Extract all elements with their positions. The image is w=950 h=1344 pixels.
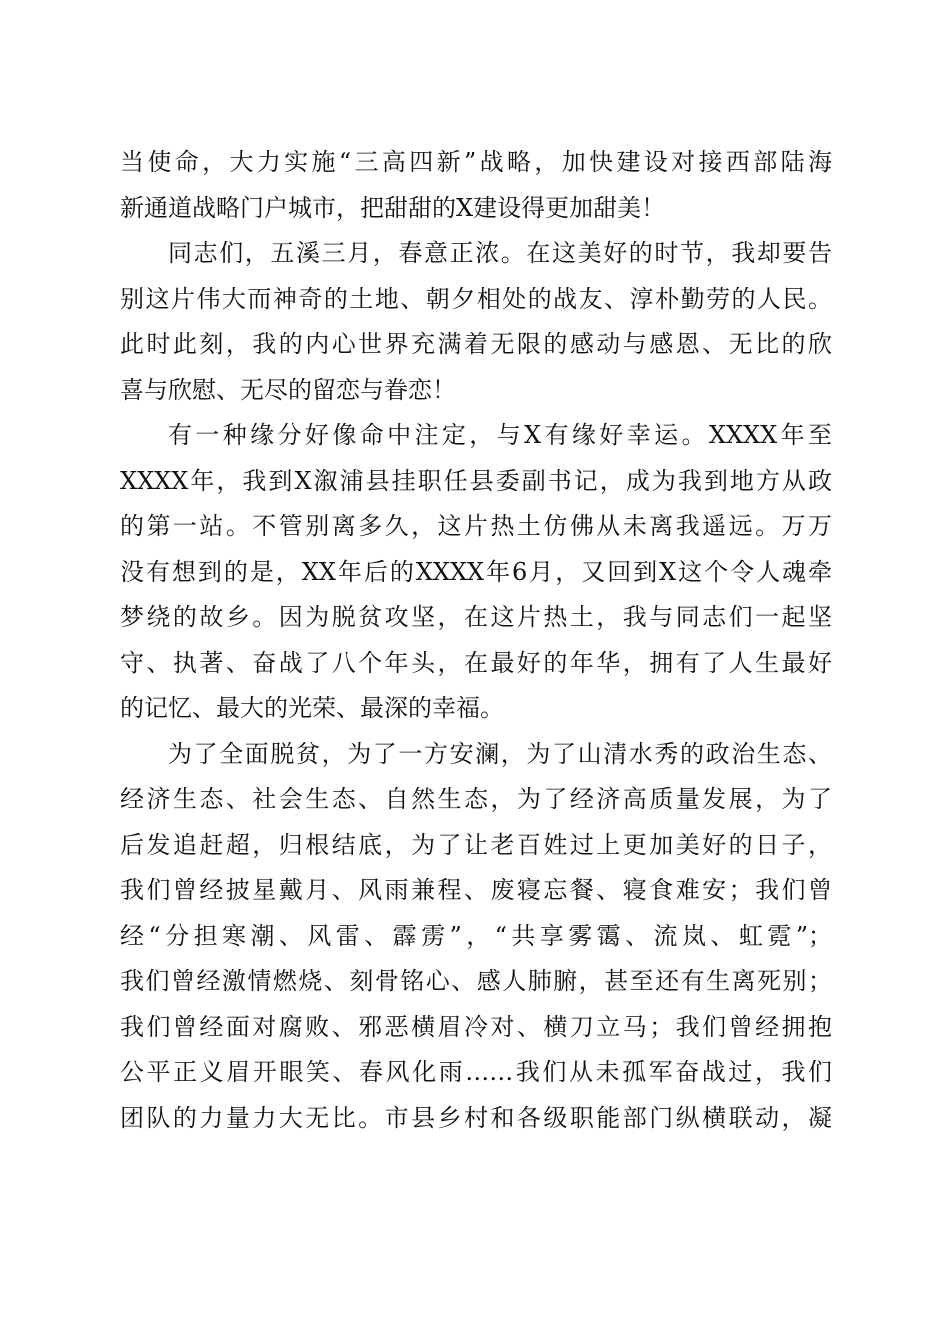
text-line: 别这片伟大而神奇的土地、朝夕相处的战友、淳朴勤劳的人民。 <box>120 284 832 313</box>
text-line: 经“分担寒潮、风雷、霹雳”，“共享雾霭、流岚、虹霓”； <box>120 921 832 950</box>
text-line: 后发追赶超，归根结底，为了让老百姓过上更加美好的日子， <box>120 830 832 859</box>
paragraph-first-line: 同志们，五溪三月，春意正浓。在这美好的时节，我却要告 <box>168 239 832 267</box>
text-line: 我们曾经激情燃烧、刻骨铭心、感人肺腑，甚至还有生离死别； <box>120 967 832 995</box>
paragraph-first-line: 为了全面脱贫，为了一方安澜，为了山清水秀的政治生态、 <box>168 739 832 768</box>
text-line: 此时此刻，我的内心世界充满着无限的感动与感恩、无比的欣 <box>120 330 832 358</box>
text-line: 的第一站。不管别离多久，这片热土仿佛从未离我遥远。万万 <box>120 512 832 540</box>
text-line: 我们曾经披星戴月、风雨兼程、废寝忘餐、寝食难安；我们曾 <box>120 876 832 904</box>
text-line: 的记忆、最大的光荣、最深的幸福。 <box>120 694 504 722</box>
document-body <box>120 140 832 1141</box>
text-line: XXXX年，我到X溆浦县挂职任县委副书记，成为我到地方从政 <box>120 466 832 495</box>
text-line: 梦绕的故乡。因为脱贫攻坚，在这片热土，我与同志们一起坚 <box>120 603 832 631</box>
text-line: 守、执著、奋战了八个年头，在最好的年华，拥有了人生最好 <box>120 648 832 677</box>
text-line: 当使命，大力实施“三高四新”战略，加快建设对接西部陆海 <box>120 148 832 176</box>
paragraph-first-line: 有一种缘分好像命中注定，与X有缘好幸运。XXXX年至 <box>168 421 832 449</box>
text-line: 公平正义眉开眼笑、春风化雨……我们从未孤军奋战过，我们 <box>120 1058 832 1086</box>
text-line: 新通道战略门户城市，把甜甜的X建设得更加甜美！ <box>120 193 666 222</box>
text-line: 团队的力量力大无比。市县乡村和各级职能部门纵横联动，凝 <box>120 1103 832 1132</box>
text-line: 没有想到的是，XX年后的XXXX年6月，又回到X这个令人魂牵 <box>120 557 832 586</box>
text-line: 我们曾经面对腐败、邪恶横眉冷对、横刀立马；我们曾经拥抱 <box>120 1012 832 1041</box>
text-line: 经济生态、社会生态、自然生态，为了经济高质量发展，为了 <box>120 785 832 813</box>
text-line: 喜与欣慰、无尽的留恋与眷恋！ <box>120 375 456 404</box>
